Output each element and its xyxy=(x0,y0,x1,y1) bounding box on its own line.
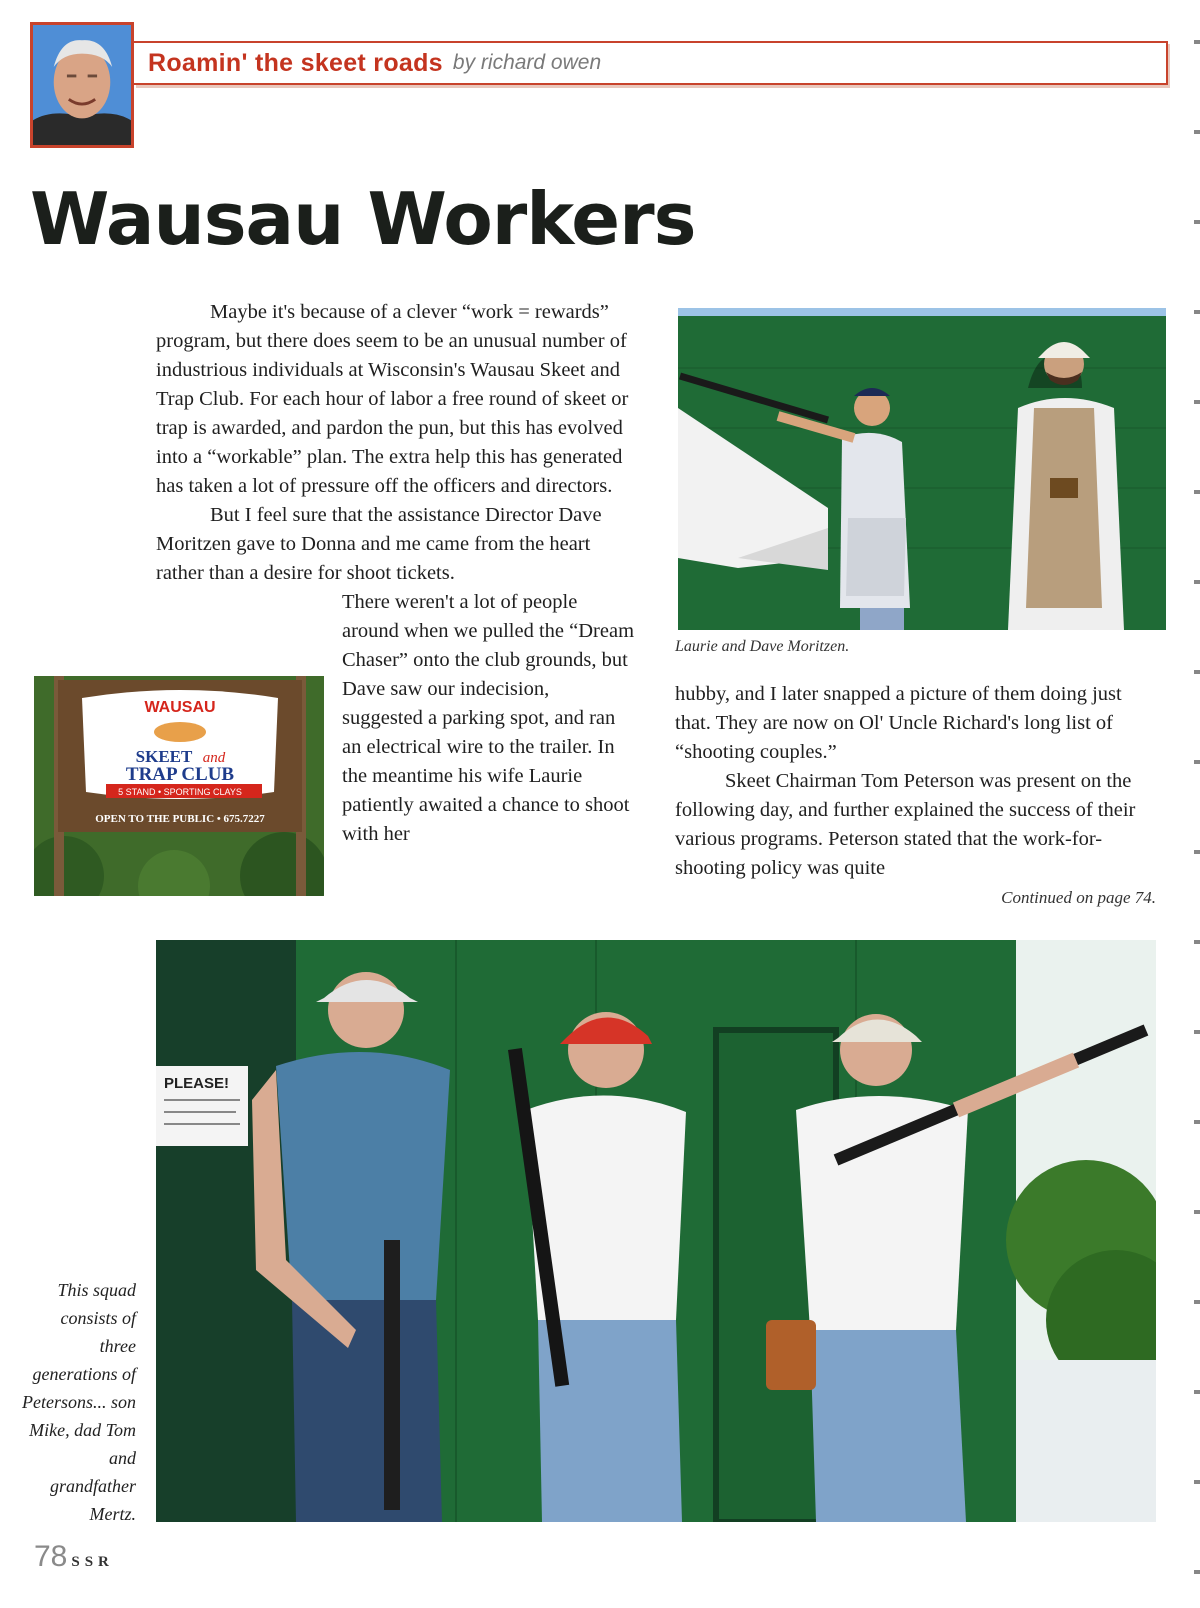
scan-edge xyxy=(1194,0,1200,1608)
column-banner xyxy=(134,41,1168,85)
paragraph-1: Maybe it's because of a clever “work = rewards” program, but there does seem to be an unusual number of industrious individuals at Wisconsin's Wausau Skeet and Trap Club. For each hour of labor a free round of skeet or trap is awarded, and pardon the pun, but this has evolved into a “workable” plan. The extra help this has generated has taken a lot of pressure off the officers and directors. xyxy=(156,301,629,497)
paragraph-2-continued: hubby, and I later snapped a picture of them doing just that. They are now on Ol' Uncle Richard's long list of “shooting couples.” xyxy=(675,683,1122,763)
paragraph-2-wrap: There weren't a lot of people around when we pulled the “Dream Chaser” onto the club grounds, but Dave saw our indecision, suggested a parking spot, and ran an electrical wire to the trailer. In the meantime his wife Laurie patiently awaited a chance to shoot with her xyxy=(342,591,635,845)
author-portrait xyxy=(30,22,134,148)
caption-squad: This squad consists of three generations of Petersons... son Mike, dad Tom and grandfather Mertz. xyxy=(22,1280,136,1524)
paragraph-3: Skeet Chairman Tom Peterson was present on the following day, and further explained the success of their various programs. Peterson stated that the work-for-shooting policy was quite xyxy=(675,770,1136,879)
sign-line-1: WAUSAU xyxy=(144,699,216,716)
byline: by richard owen xyxy=(452,51,602,74)
column-title: Roamin' the skeet roads xyxy=(148,48,443,77)
page-number: 78 xyxy=(34,1540,68,1573)
article-body-right xyxy=(675,680,1155,883)
article-headline: Wausau Workers xyxy=(30,177,696,261)
caption-couple: Laurie and Dave Moritzen. xyxy=(675,638,850,655)
sign-banner: 5 STAND • SPORTING CLAYS xyxy=(118,787,242,797)
photo-club-sign xyxy=(34,676,324,896)
sign-line-2-and: and xyxy=(202,750,226,766)
photo-laurie-and-dave xyxy=(678,308,1166,630)
sign-footer: OPEN TO THE PUBLIC • 675.7227 xyxy=(95,813,265,825)
sign-line-2: SKEET xyxy=(135,747,193,766)
sign-line-3: TRAP CLUB xyxy=(125,764,235,785)
folio xyxy=(34,1540,114,1574)
continued-note: Continued on page 74. xyxy=(1001,888,1156,907)
publication-name: SSR xyxy=(71,1554,114,1570)
notice-heading: PLEASE! xyxy=(164,1075,230,1092)
photo-peterson-squad xyxy=(156,940,1156,1522)
paragraph-2-top: But I feel sure that the assistance Director Dave Moritzen gave to Donna and me came from the heart rather than a desire for shoot tickets. xyxy=(156,504,602,584)
